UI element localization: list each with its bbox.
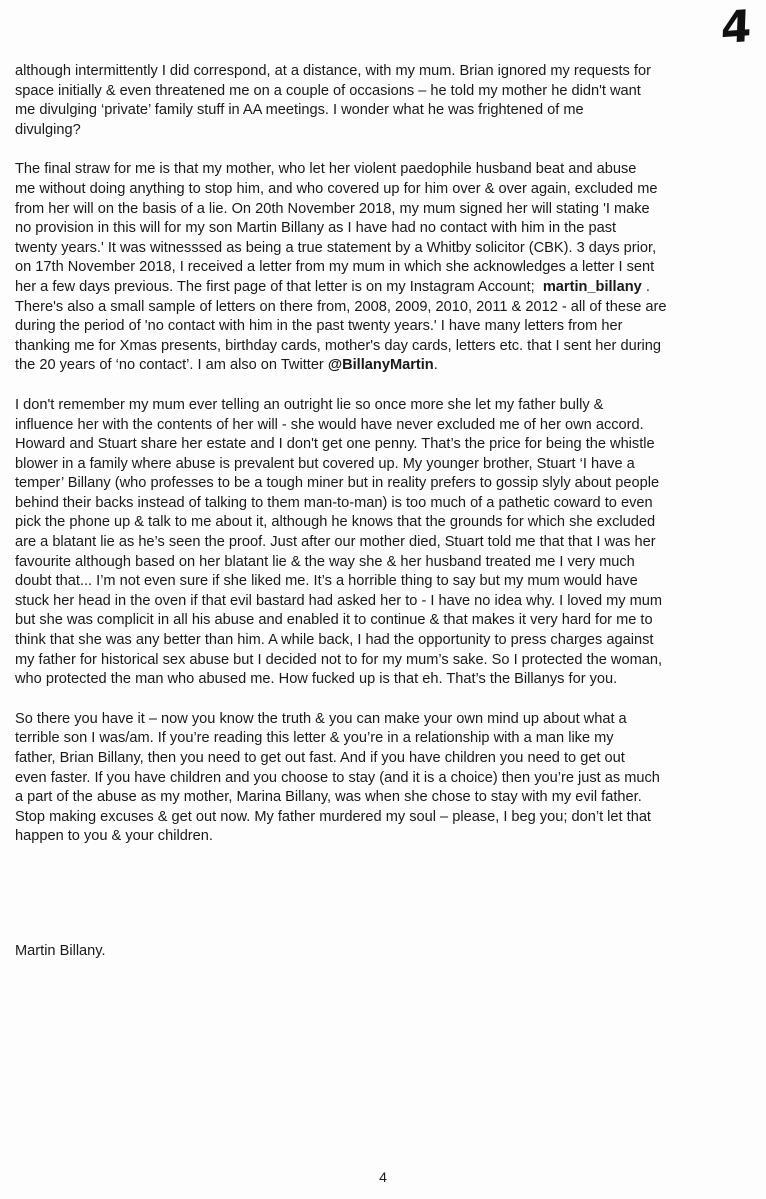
- text-line: think that she was any better than him. A while back, I had the opportunity to press charges against: [15, 632, 654, 649]
- page-number: 4: [379, 1169, 387, 1185]
- text-line: The final straw for me is that my mother, who let her violent paedophile husband beat and abuse: [15, 161, 637, 178]
- text-line: favourite although based on her blatant lie & the way she & her husband treated me I very much: [15, 553, 635, 570]
- text-line: although intermittently I did correspond, at a distance, with my mum. Brian ignored my requests for: [15, 63, 651, 79]
- twitter-handle: @BillanyMartin: [327, 357, 434, 374]
- paragraph-3: [15, 396, 755, 690]
- text-line: even faster. If you have children and you choose to stay (and it is a choice) then you’re just as much: [15, 769, 660, 786]
- text-line: pick the phone up & talk to me about it, although he knows that the grounds for which she excluded: [15, 514, 656, 531]
- text-line: Howard and Stuart share her estate and I don't get one penny. That’s the price for being the whistle: [15, 436, 655, 453]
- text-line: happen to you & your children.: [15, 828, 213, 845]
- text-line: divulging?: [15, 121, 81, 138]
- text-line: during the period of 'no contact with him in the past twenty years.' I have many letters from her: [15, 318, 623, 335]
- instagram-suffix: .: [641, 278, 650, 295]
- handwritten-page-number: 4: [720, 0, 753, 55]
- text-line: a part of the abuse as my mother, Marina Billany, was when she chose to stay with my evil father.: [15, 789, 642, 806]
- text-line: influence her with the contents of her will - she would have never excluded me of her own accord.: [15, 416, 644, 433]
- text-line: who protected the man who abused me. How fucked up is that eh. That’s the Billanys for you.: [15, 671, 618, 688]
- paragraph-1: [15, 62, 755, 140]
- text-line: the 20 years of ‘no contact’. I am also on Twitter: [15, 357, 324, 374]
- text-line: are a blatant lie as he’s seen the proof. Just after our mother died, Stuart told me that that I was her: [15, 534, 656, 551]
- text-line: doubt that... I’m not even sure if she liked me. It’s a horrible thing to say but my mum would have: [15, 573, 638, 590]
- paragraph-2: [15, 160, 755, 376]
- text-line: her a few days previous. The first page of that letter is on my Instagram Account;: [15, 278, 535, 295]
- text-line: There's also a small sample of letters on there from, 2008, 2009, 2010, 2011 & 2012 - all of these are: [15, 298, 667, 315]
- text-line: blower in a family where abuse is prevalent but covered up. My younger brother, Stuart ‘I have a: [15, 455, 635, 472]
- text-line: twenty years.' It was witnesssed as being a true statement by a Whitby solicitor (CBK). 3 days prior,: [15, 239, 657, 256]
- text-line: no provision in this will for my son Martin Billany as I have had no contact with him in the past: [15, 220, 617, 237]
- twitter-suffix: .: [433, 357, 438, 374]
- signature: Martin Billany.: [15, 943, 106, 959]
- text-line: space initially & even threatened me on a couple of occasions – he told my mother he didn't want: [15, 82, 641, 99]
- text-line: me without doing anything to stop him, and who covered up for him over & over again, excluded me: [15, 180, 658, 197]
- text-line: terrible son I was/am. If you’re reading this letter & you’re in a relationship with a man like my: [15, 730, 614, 747]
- text-line: thanking me for Xmas presents, birthday cards, mother's day cards, letters etc. that I sent her during: [15, 337, 662, 354]
- text-line: father, Brian Billany, then you need to get out fast. And if you have children you need to get out: [15, 750, 625, 766]
- text-line-instagram: [15, 278, 755, 298]
- text-line-twitter: [15, 356, 755, 376]
- letter-body: [15, 62, 755, 867]
- text-line: my father for historical sex abuse but I decided not to for my mum’s sake. So I protected the woman,: [15, 651, 663, 668]
- text-line: but she was complicit in all his abuse and enabled it to continue & that makes it very hard for me to: [15, 612, 653, 629]
- text-line: temper’ Billany (who professes to be a tough miner but in reality prefers to gossip slyly about people: [15, 475, 660, 492]
- text-line: Stop making excuses & get out now. My father murdered my soul – please, I beg you; don’t let that: [15, 808, 651, 825]
- text-line: I don't remember my mum ever telling an outright lie so once more she let my father bully &: [15, 396, 604, 413]
- instagram-handle: martin_billany: [542, 278, 642, 295]
- text-line: stuck her head in the oven if that evil bastard had asked her to - I have no idea why. I loved my mum: [15, 592, 663, 609]
- text-line: behind their backs instead of talking to them man-to-man) is too much of a pathetic coward to even: [15, 494, 653, 511]
- text-line: from her will on the basis of a lie. On 20th November 2018, my mum signed her will stating 'I make: [15, 200, 650, 217]
- paragraph-4: [15, 710, 755, 847]
- text-line: me divulging ‘private’ family stuff in AA meetings. I wonder what he was frightened of me: [15, 102, 584, 119]
- text-line: on 17th November 2018, I received a letter from my mum in which she acknowledges a letter I sent: [15, 259, 655, 276]
- text-line: So there you have it – now you know the truth & you can make your own mind up about what a: [15, 710, 627, 727]
